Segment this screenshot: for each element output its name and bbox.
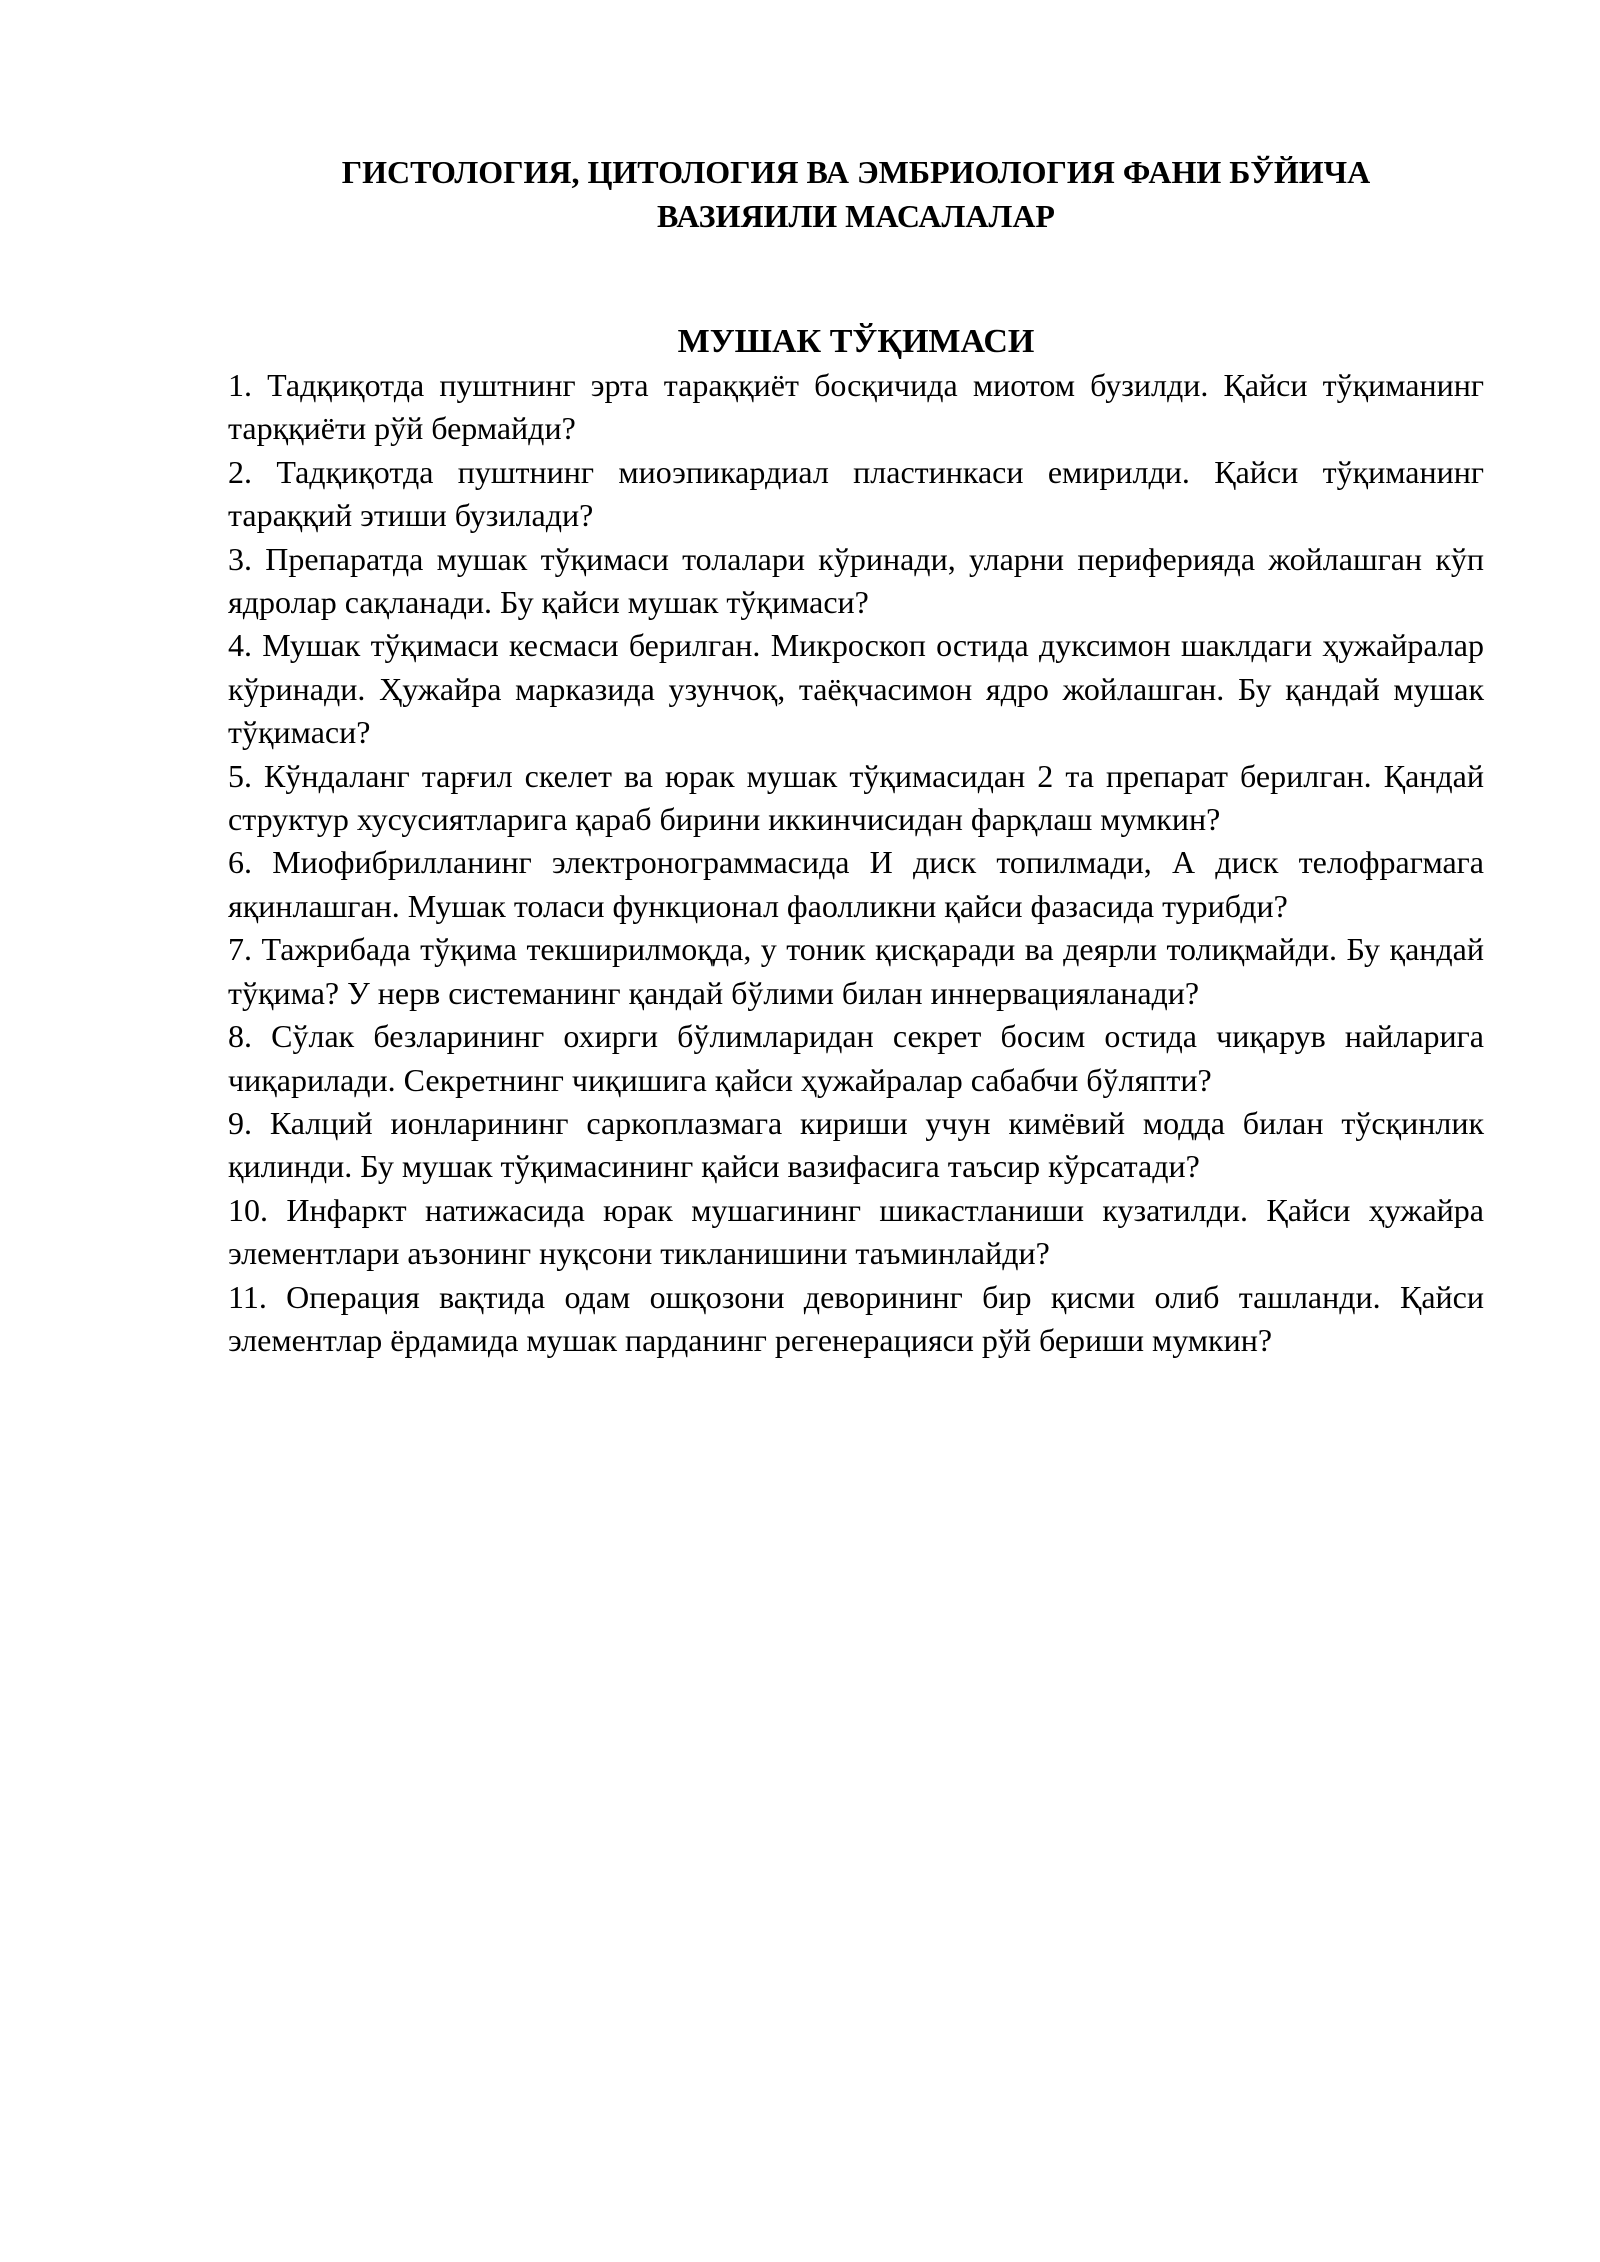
document-title-line: ВАЗИЯИЛИ МАСАЛАЛАР — [657, 198, 1055, 234]
question-item: 4. Мушак тўқимаси кесмаси берилган. Микроскоп остида дуксимон шаклдаги ҳужайралар кўринади. Ҳужайра марказида узунчоқ, таёқчасимон ядро жойлашган. Бу қандай мушак тўқимаси? — [228, 627, 1484, 751]
question-item: 5. Кўндаланг тарғил скелет ва юрак мушак тўқимасидан 2 та препарат берилган. Қандай структур хусусиятларига қараб бирини иккинчисидан фарқлаш мумкин? — [228, 757, 1484, 838]
question-item: 11. Операция вақтида одам ошқозони деворининг бир қисми олиб ташланди. Қайси элементлар ёрдамида мушак парданинг регенерацияси рўй бериши мумкин? — [228, 1278, 1484, 1358]
section-heading: МУШАК ТЎҚИМАСИ — [677, 323, 1035, 360]
document-page — [228, 150, 1484, 1362]
question-item: 8. Сўлак безларининг охирги бўлимларидан секрет босим остида чиқарув найларига чиқарилади. Секретнинг чиқишига қайси ҳужайралар сабабчи бўляпти? — [228, 1018, 1484, 1098]
question-item: 6. Миофибрилланинг электронограммасида И диск топилмади, А диск телофрагмага яқинлашган. Мушак толаси функционал фаолликни қайси фазасида турибди? — [228, 844, 1484, 924]
question-item: 3. Препаратда мушак тўқимаси толалари кўринади, уларни перифериядa жойлашган кўп ядролар сақланади. Бу қайси мушак тўқимаси? — [228, 540, 1484, 621]
question-list — [228, 364, 1484, 1362]
question-item: 7. Тажрибада тўқима текширилмоқда, у тоник қисқаради ва деярли толиқмайди. Бу қандай тўқима? У нерв системанинг қандай бўлими билан иннервацияланади? — [228, 931, 1484, 1011]
question-item: 2. Тадқиқотда пуштнинг миоэпикардиал пластинкаси емирилди. Қайси тўқиманинг тараққий этиши бузилади? — [228, 453, 1484, 534]
question-item: 10. Инфаркт натижасида юрак мушагининг шикастланиши кузатилди. Қайси ҳужайра элементлари аъзонинг нуқсони тикланишини таъминлайди? — [228, 1191, 1484, 1272]
question-item: 9. Калций ионларининг саркоплазмага кириши учун кимёвий модда билан тўсқинлик қилинди. Бу мушак тўқимасининг қайси вазифасига таъсир кўрсатади? — [228, 1104, 1484, 1185]
document-title — [228, 150, 1484, 238]
question-item: 1. Тадқиқотда пуштнинг эрта тараққиёт босқичида миотом бузилди. Қайси тўқиманинг тарққиёти рўй бермайди? — [228, 367, 1484, 447]
document-title-line: ГИСТОЛОГИЯ, ЦИТОЛОГИЯ ВА ЭМБРИОЛОГИЯ ФАНИ БЎЙИЧА — [341, 154, 1371, 190]
